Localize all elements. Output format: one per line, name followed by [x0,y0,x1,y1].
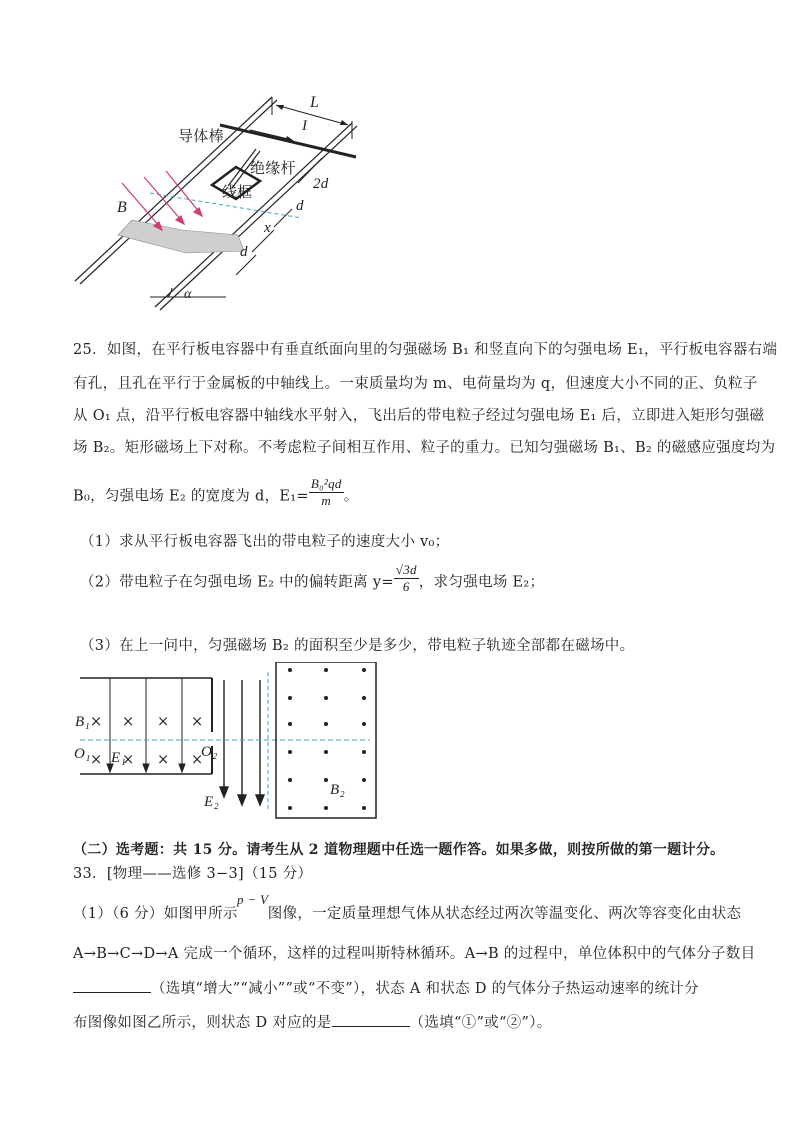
q25-sub1: （1）求从平行板电容器飞出的带电粒子的速度大小 v₀； [80,534,450,550]
cross-1: × [90,714,103,730]
cross-4: × [191,714,204,730]
label-E2: E₂ [204,794,219,810]
label-B: B [117,199,128,216]
label-2d: 2d [313,176,329,192]
cross-7: × [157,752,170,768]
label-E1: E₁ [111,750,126,766]
label-I: I [302,118,308,134]
b2-dots [288,668,366,810]
q33-line4 [73,1012,552,1033]
field-region [118,220,244,253]
answer-blank-1[interactable] [73,978,151,993]
cross-8: × [191,752,204,768]
q25-sub2-pre: （2）带电粒子在匀强电场 E₂ 中的偏转距离 y= [80,574,394,591]
cross-5: × [90,752,103,768]
label-jueyuangan: 绝缘杆 [250,159,296,177]
q33-line1-pre: （1）（6 分）如图甲所示 [73,906,238,922]
y-numerator: √3d [395,562,417,577]
q33-line4-post: （选填“①”或“②”）。 [409,1015,552,1031]
q25-line4: 场 B₂。矩形磁场上下对称。不考虑粒子间相互作用、粒子的重力。已知匀强磁场 B₁、B₂ 的磁感应强度均为 [73,440,776,456]
q33-line1 [73,904,741,924]
q25-line5 [73,476,359,513]
cross-3: × [157,714,170,730]
q33-line4-pre: 布图像如图乙所示，则状态 D 对应的是 [73,1015,332,1031]
label-O1: O₁ [74,746,91,762]
rail-diagram [60,85,380,320]
e1-numerator: B₀²qd [310,476,342,491]
label-x: x [264,220,271,236]
section2-heading: （二）选考题：共 15 分。请考生从 2 道物理题中任选一题作答。如果多做，则按所做的第一题计分。 [73,842,725,858]
label-B1: B₁ [75,714,90,730]
q25-line5-post: 。 [343,488,359,505]
label-daotibang: 导体棒 [178,127,224,145]
q25-line3: 从 O₁ 点，沿平行板电容器中轴线水平射入，飞出后的带电粒子经过匀强电场 E₁ 后，立即进入矩形匀强磁 [73,408,765,424]
e1-denominator: m [321,493,332,508]
e1-fraction [309,476,344,509]
q33-line3 [73,978,699,999]
label-xiankuang: 线框 [222,183,253,201]
pv-label: p − V [237,892,269,907]
q25-sub2 [80,562,545,599]
q25-sub2-post: ，求匀强电场 E₂； [418,574,545,591]
q33-line3-post: （选填“增大”“减小””或“不变”），状态 A 和状态 D 的气体分子热运动速率的统计分 [151,981,699,997]
label-alpha: α [184,287,192,302]
q25-line2: 有孔，且孔在平行于金属板的中轴线上。一束质量均为 m、电荷量均为 q，但速度大小不同的正、负粒子 [73,376,758,392]
cross-6: × [122,752,135,768]
q25-sub3: （3）在上一问中，匀强磁场 B₂ 的面积至少是多少，带电粒子轨迹全部都在磁场中。 [80,638,635,654]
q33-title: 33．[物理——选修 3−3]（15 分） [73,866,313,882]
q25-line1: 25．如图，在平行板电容器中有垂直纸面向里的匀强磁场 B₁ 和竖直向下的匀强电场 E₁，平行板电容器右端 [73,342,778,358]
e2-arrows [220,680,264,805]
y-fraction [394,562,419,595]
label-L: L [310,94,320,111]
cross-2: × [122,714,135,730]
q33-line2: A→B→C→D→A 完成一个循环，这样的过程叫斯特林循环。A→B 的过程中，单位体积中的气体分子数目 [73,946,756,962]
label-d-top: d [296,198,304,214]
y-denominator: 6 [402,579,410,594]
label-d-bottom: d [240,244,248,260]
answer-blank-2[interactable] [332,1012,410,1027]
q25-line5-pre: B₀，匀强电场 E₂ 的宽度为 d，E₁= [73,488,309,505]
label-B2: B₂ [330,782,345,798]
q33-line1-post: 图像，一定质量理想气体从状态经过两次等温变化、两次等容变化由状态 [267,906,742,922]
label-O2: O₂ [201,744,218,760]
